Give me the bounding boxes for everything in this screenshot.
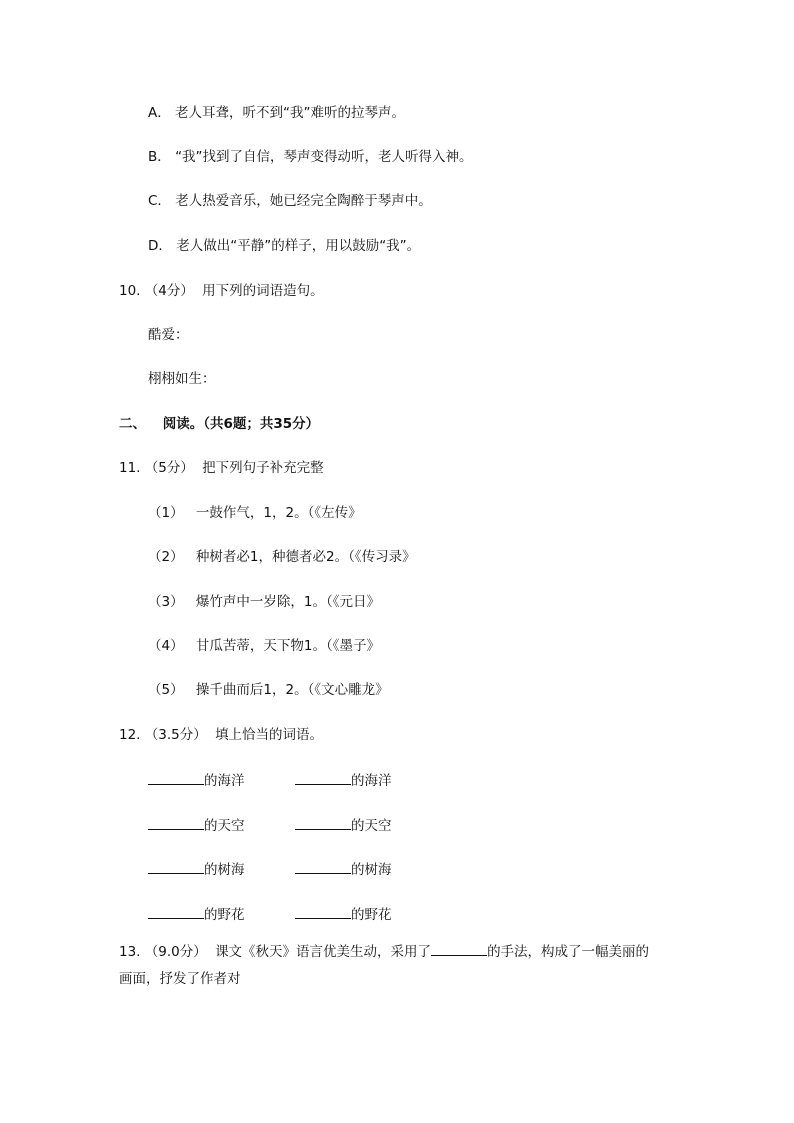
option-text: “我”找到了自信，琴声变得动听，老人听得入神。: [175, 149, 473, 165]
fill-blank-row: [148, 770, 245, 791]
fill-blank-row: [295, 904, 392, 925]
fill-blank-row: [295, 770, 392, 791]
q11-item-1: [148, 503, 362, 523]
item-index: （2）: [148, 549, 184, 565]
blank-suffix: 的树海: [351, 862, 392, 878]
question-score: （5分）: [144, 460, 194, 476]
answer-blank[interactable]: [148, 904, 204, 919]
option-label: B．: [148, 149, 171, 165]
question-score: （3.5分）: [144, 727, 207, 743]
option-text: 老人做出“平静”的样子，用以鼓励“我”。: [176, 238, 421, 254]
option-label: D．: [148, 238, 172, 254]
blank-suffix: 的天空: [204, 818, 245, 834]
answer-blank[interactable]: [295, 770, 351, 785]
option-c: [148, 191, 432, 211]
option-label: C．: [148, 193, 171, 209]
question-11: [119, 458, 324, 478]
item-text: 种树者必1，种德者必2。（《传习录》: [195, 549, 416, 565]
section-label: 二、: [119, 416, 146, 432]
question-prompt: 把下列句子补充完整: [202, 460, 324, 476]
answer-blank[interactable]: [295, 904, 351, 919]
fill-blank-row: [148, 815, 245, 836]
answer-blank[interactable]: [295, 859, 351, 874]
question-number: 10.: [119, 283, 141, 299]
option-label: A．: [148, 105, 171, 121]
fill-blank-row: [148, 904, 245, 925]
question-prompt: 用下列的词语造句。: [202, 283, 324, 299]
q11-item-3: [148, 592, 380, 612]
blank-suffix: 的树海: [204, 862, 245, 878]
q11-item-5: [148, 680, 389, 700]
q10-item-1: 酷爱：: [148, 327, 189, 343]
blank-suffix: 的天空: [351, 818, 392, 834]
blank-suffix: 的野花: [351, 907, 392, 923]
question-12: [119, 725, 323, 745]
question-text-cont: 的手法，构成了一幅美丽的: [487, 944, 650, 960]
section-heading: [119, 414, 319, 434]
question-score: （4分）: [144, 283, 194, 299]
section-title: 阅读。（共6题；共35分）: [162, 416, 320, 432]
item-text: 操千曲而后1，2。（《文心雕龙》: [195, 682, 389, 698]
question-text: 课文《秋天》语言优美生动，采用了: [215, 944, 432, 960]
question-score: （9.0分）: [144, 944, 207, 960]
fill-blank-row: [295, 859, 392, 880]
option-b: [148, 147, 473, 167]
question-13: [119, 941, 649, 962]
item-index: （1）: [148, 505, 184, 521]
item-text: 爆竹声中一岁除，1。（《元日》: [195, 594, 380, 610]
blank-suffix: 的海洋: [351, 773, 392, 789]
option-a: [148, 103, 405, 123]
fill-blank-row: [295, 815, 392, 836]
question-prompt: 填上恰当的词语。: [215, 727, 324, 743]
fill-blank-row: [148, 859, 245, 880]
question-13-line-2: 画面，抒发了作者对: [119, 971, 241, 987]
option-text: 老人热爱音乐，她已经完全陶醉于琴声中。: [175, 193, 432, 209]
item-index: （5）: [148, 682, 184, 698]
q11-item-2: [148, 547, 416, 567]
question-10: [119, 281, 324, 301]
option-text: 老人耳聋，听不到“我”难听的拉琴声。: [175, 105, 406, 121]
answer-blank[interactable]: [295, 815, 351, 830]
blank-suffix: 的海洋: [204, 773, 245, 789]
question-number: 13.: [119, 944, 141, 960]
question-number: 12.: [119, 727, 141, 743]
blank-suffix: 的野花: [204, 907, 245, 923]
option-d: [148, 236, 420, 256]
item-index: （4）: [148, 638, 184, 654]
q10-item-2: 栩栩如生：: [148, 371, 216, 387]
answer-blank[interactable]: [148, 859, 204, 874]
answer-blank[interactable]: [148, 770, 204, 785]
answer-blank[interactable]: [148, 815, 204, 830]
answer-blank[interactable]: [431, 941, 487, 956]
item-text: 甘瓜苦蒂，天下物1。（《墨子》: [195, 638, 380, 654]
question-number: 11.: [119, 460, 141, 476]
item-index: （3）: [148, 594, 184, 610]
q11-item-4: [148, 636, 380, 656]
item-text: 一鼓作气，1，2。（《左传》: [195, 505, 362, 521]
